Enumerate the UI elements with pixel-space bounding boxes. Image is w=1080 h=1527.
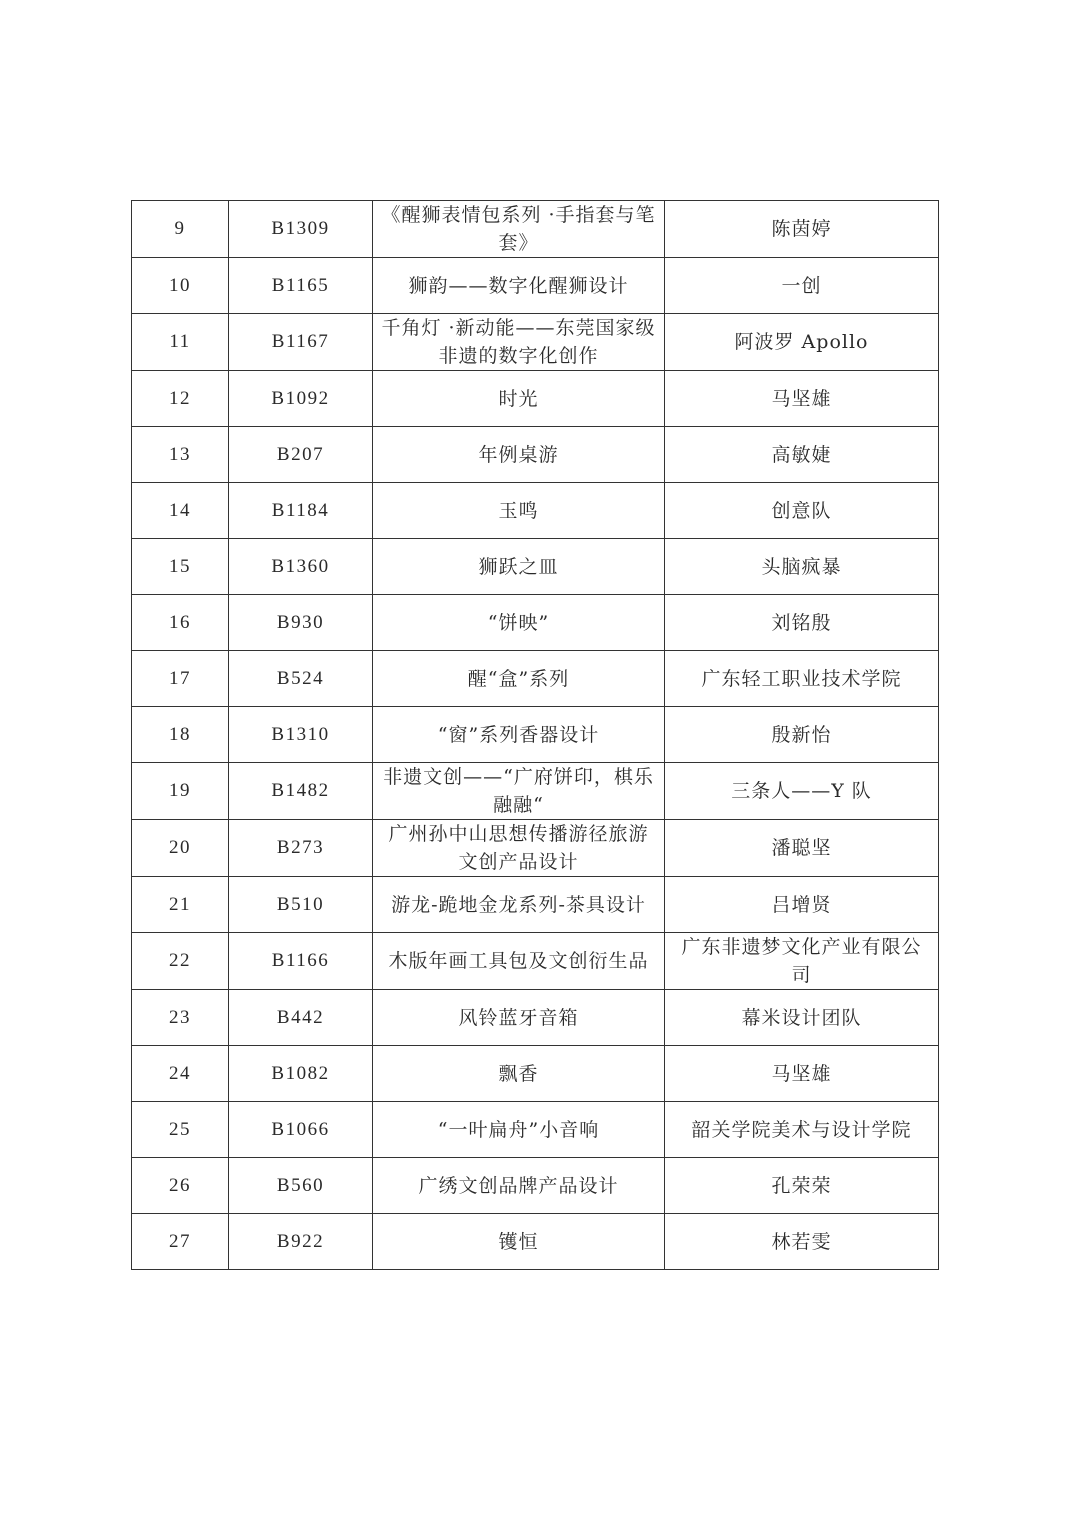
row-number-cell: 12: [132, 371, 229, 427]
table-row: [132, 539, 939, 595]
row-number-cell: 26: [132, 1158, 229, 1214]
work-title-cell: 千角灯 ·新动能——东莞国家级非遗的数字化创作: [373, 314, 665, 371]
table-row: [132, 1046, 939, 1102]
work-title-cell: 非遗文创——“广府饼印，棋乐融融“: [373, 763, 665, 820]
entry-code-cell: B1309: [229, 201, 373, 258]
work-title-cell: 时光: [373, 371, 665, 427]
author-cell: 三条人——Y 队: [665, 763, 939, 820]
table-row: [132, 990, 939, 1046]
author-cell: 头脑疯暴: [665, 539, 939, 595]
author-cell: 幕米设计团队: [665, 990, 939, 1046]
row-number-cell: 17: [132, 651, 229, 707]
work-title-cell: 年例桌游: [373, 427, 665, 483]
row-number-cell: 21: [132, 877, 229, 933]
entry-code-cell: B1167: [229, 314, 373, 371]
entry-code-cell: B442: [229, 990, 373, 1046]
work-title-cell: “饼映”: [373, 595, 665, 651]
table-row: [132, 427, 939, 483]
table-row: [132, 820, 939, 877]
author-cell: 陈茵婷: [665, 201, 939, 258]
work-title-cell: 广绣文创品牌产品设计: [373, 1158, 665, 1214]
row-number-cell: 27: [132, 1214, 229, 1270]
row-number-cell: 11: [132, 314, 229, 371]
table-row: [132, 201, 939, 258]
work-title-cell: 镬恒: [373, 1214, 665, 1270]
entry-code-cell: B560: [229, 1158, 373, 1214]
table-row: [132, 483, 939, 539]
row-number-cell: 22: [132, 933, 229, 990]
author-cell: 林若雯: [665, 1214, 939, 1270]
author-cell: 潘聪坚: [665, 820, 939, 877]
entry-code-cell: B1184: [229, 483, 373, 539]
author-cell: 马坚雄: [665, 1046, 939, 1102]
row-number-cell: 23: [132, 990, 229, 1046]
row-number-cell: 14: [132, 483, 229, 539]
entry-code-cell: B1166: [229, 933, 373, 990]
work-title-cell: “一叶扁舟”小音响: [373, 1102, 665, 1158]
entry-code-cell: B1310: [229, 707, 373, 763]
work-title-cell: 广州孙中山思想传播游径旅游文创产品设计: [373, 820, 665, 877]
author-cell: 孔荣荣: [665, 1158, 939, 1214]
entry-code-cell: B207: [229, 427, 373, 483]
author-cell: 广东非遗梦文化产业有限公司: [665, 933, 939, 990]
entry-code-cell: B1066: [229, 1102, 373, 1158]
table-row: [132, 314, 939, 371]
author-cell: 马坚雄: [665, 371, 939, 427]
table-row: [132, 1214, 939, 1270]
row-number-cell: 18: [132, 707, 229, 763]
table-row: [132, 651, 939, 707]
work-title-cell: 狮韵——数字化醒狮设计: [373, 258, 665, 314]
work-title-cell: “窗”系列香器设计: [373, 707, 665, 763]
row-number-cell: 19: [132, 763, 229, 820]
work-title-cell: 游龙-跪地金龙系列-茶具设计: [373, 877, 665, 933]
author-cell: 韶关学院美术与设计学院: [665, 1102, 939, 1158]
work-title-cell: 醒“盒”系列: [373, 651, 665, 707]
table-row: [132, 1158, 939, 1214]
entry-code-cell: B1092: [229, 371, 373, 427]
entries-table: [131, 200, 939, 1270]
table-row: [132, 933, 939, 990]
table-row: [132, 595, 939, 651]
work-title-cell: 飘香: [373, 1046, 665, 1102]
work-title-cell: 玉鸣: [373, 483, 665, 539]
entry-code-cell: B1482: [229, 763, 373, 820]
author-cell: 高敏婕: [665, 427, 939, 483]
row-number-cell: 13: [132, 427, 229, 483]
work-title-cell: 狮跃之皿: [373, 539, 665, 595]
work-title-cell: 《醒狮表情包系列 ·手指套与笔套》: [373, 201, 665, 258]
author-cell: 殷新怡: [665, 707, 939, 763]
table-row: [132, 707, 939, 763]
row-number-cell: 16: [132, 595, 229, 651]
row-number-cell: 20: [132, 820, 229, 877]
author-cell: 刘铭殷: [665, 595, 939, 651]
author-cell: 阿波罗 Apollo: [665, 314, 939, 371]
table-row: [132, 1102, 939, 1158]
row-number-cell: 24: [132, 1046, 229, 1102]
entry-code-cell: B524: [229, 651, 373, 707]
table-row: [132, 763, 939, 820]
author-cell: 广东轻工职业技术学院: [665, 651, 939, 707]
entry-code-cell: B1082: [229, 1046, 373, 1102]
author-cell: 一创: [665, 258, 939, 314]
row-number-cell: 15: [132, 539, 229, 595]
entry-code-cell: B1360: [229, 539, 373, 595]
row-number-cell: 10: [132, 258, 229, 314]
row-number-cell: 25: [132, 1102, 229, 1158]
author-cell: 创意队: [665, 483, 939, 539]
entry-code-cell: B273: [229, 820, 373, 877]
entry-code-cell: B1165: [229, 258, 373, 314]
entry-code-cell: B930: [229, 595, 373, 651]
table-row: [132, 877, 939, 933]
author-cell: 吕增贤: [665, 877, 939, 933]
entry-code-cell: B922: [229, 1214, 373, 1270]
work-title-cell: 风铃蓝牙音箱: [373, 990, 665, 1046]
entries-table-body: [132, 201, 939, 1270]
entry-code-cell: B510: [229, 877, 373, 933]
row-number-cell: 9: [132, 201, 229, 258]
table-row: [132, 258, 939, 314]
work-title-cell: 木版年画工具包及文创衍生品: [373, 933, 665, 990]
table-row: [132, 371, 939, 427]
